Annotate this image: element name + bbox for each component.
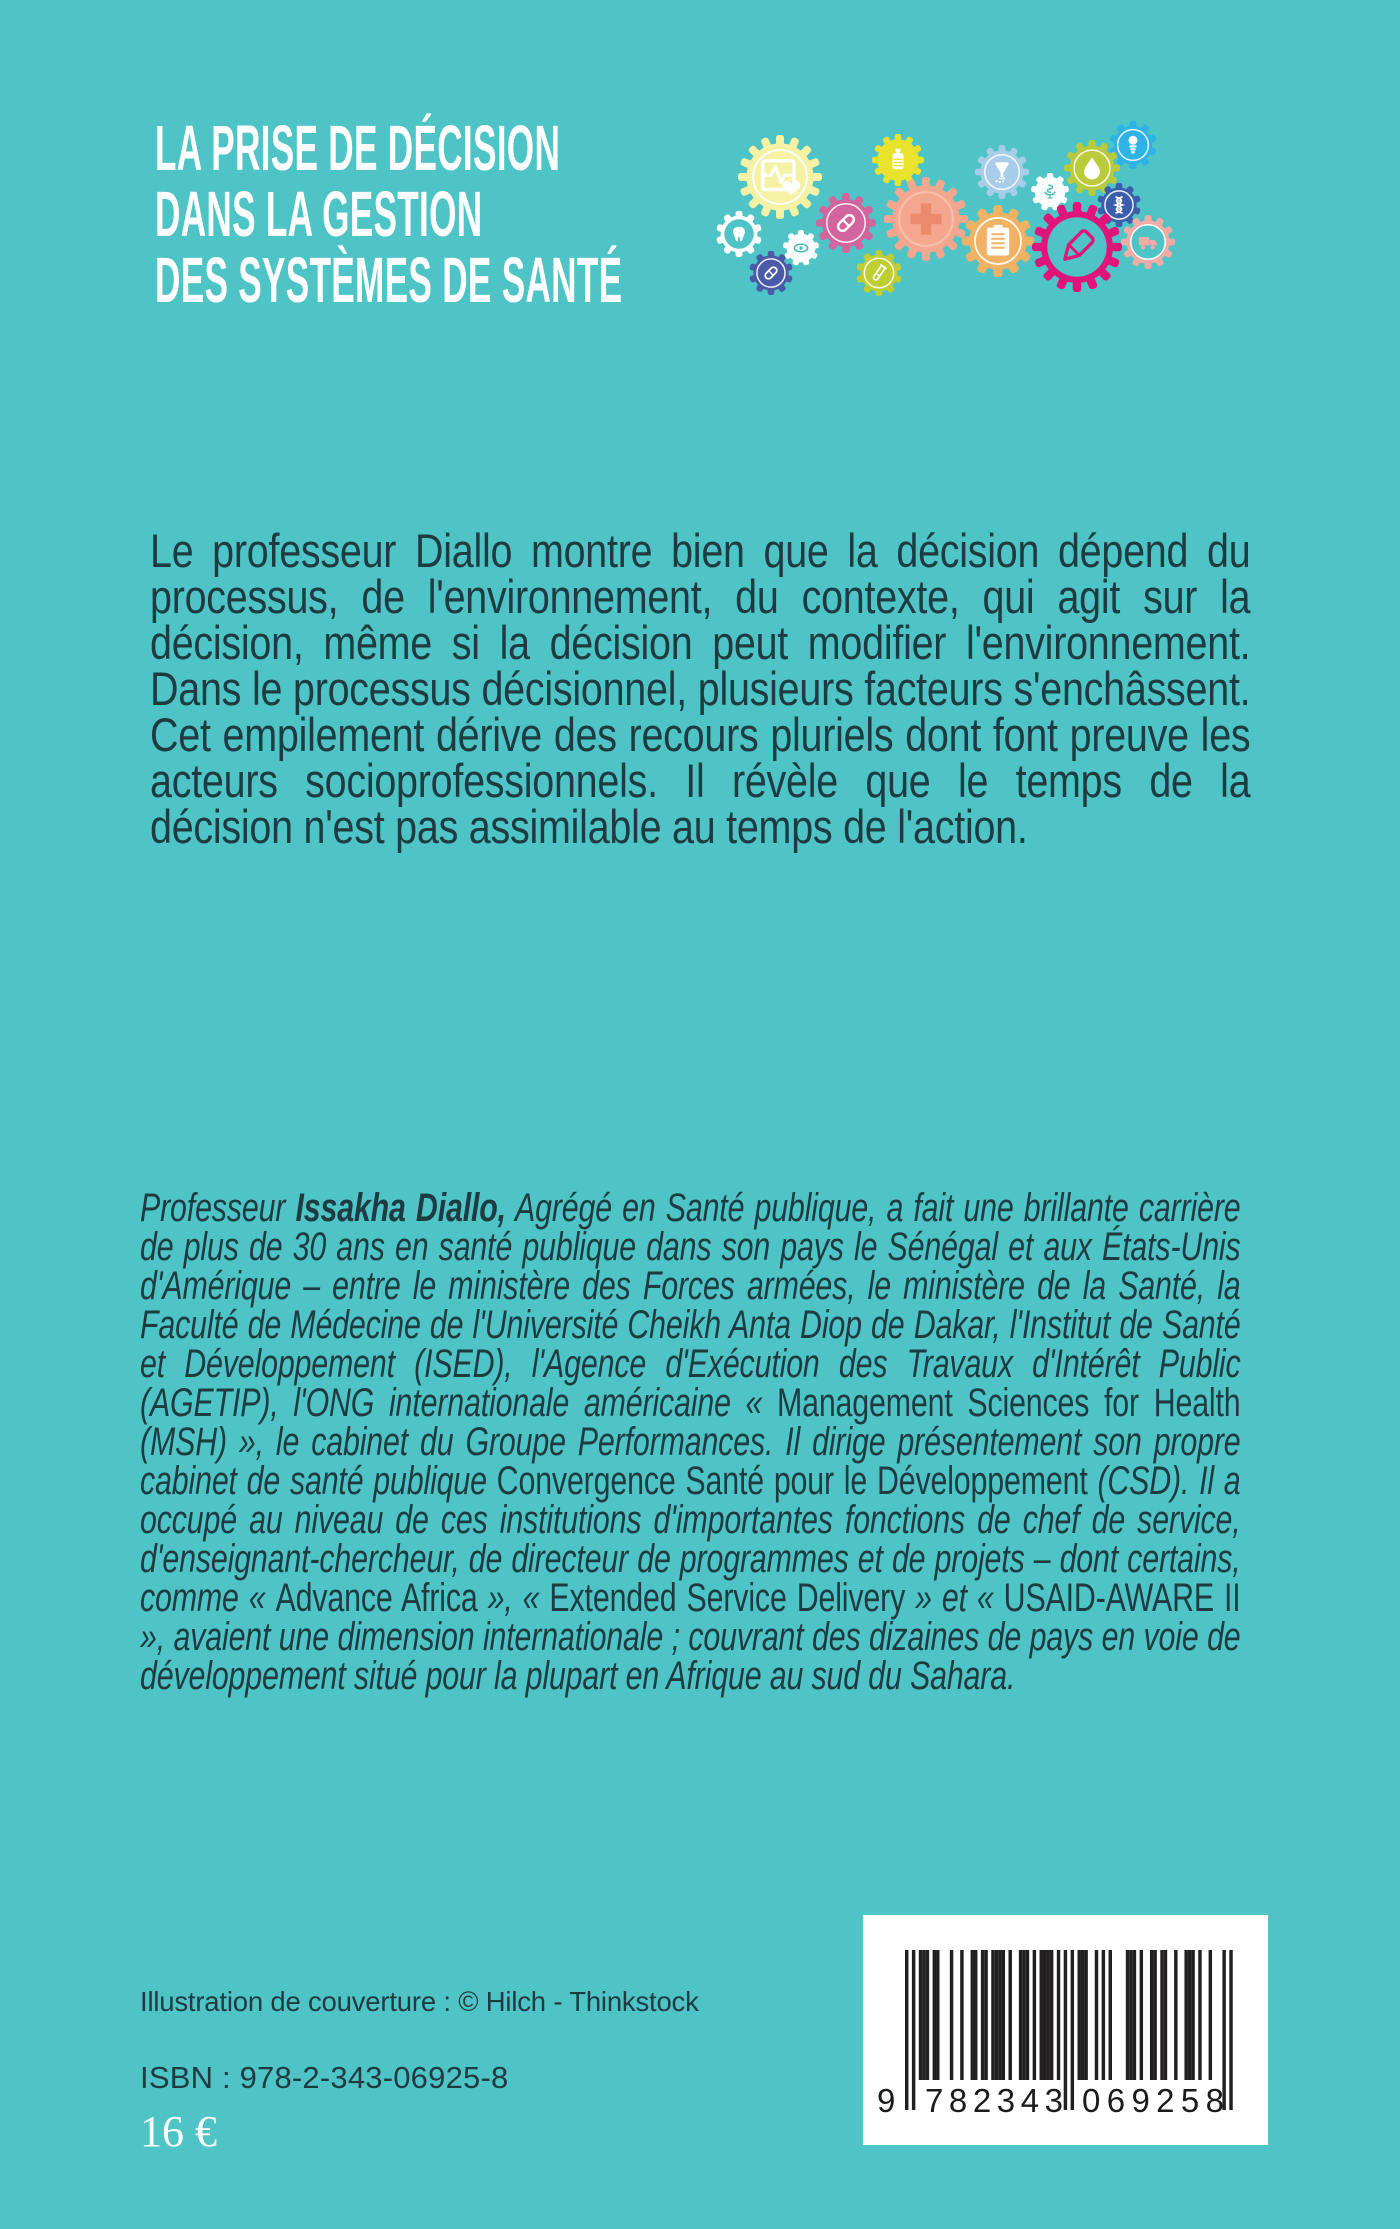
barcode: [863, 1915, 1268, 2145]
svg-text:9: 9: [877, 2082, 896, 2119]
implant-gear: [1109, 121, 1157, 169]
ean13-barcode: [863, 1915, 1268, 2145]
pill-bottle-gear: [872, 134, 924, 186]
iv-drip-gear: [975, 145, 1029, 199]
book-title: [155, 112, 623, 316]
book-title-line-3: DES SYSTÈMES DE SANTÉ: [155, 244, 623, 316]
test-tube-gear: [856, 250, 902, 296]
scalpel-gear: [1032, 202, 1122, 292]
tooth-gear: [716, 211, 762, 257]
eye-gear: [783, 230, 820, 266]
synopsis-paragraph: Le professeur Diallo montre bien que la décision dépend du processus, de l'environnement, du contexte, qui agit sur la décision, même si la décision peut modifier l'environnement. Dans le processus décisionnel, plusieurs facteurs s'enchâssent. Cet empilement dérive des recours pluriels dont font preuve les acteurs socioprofessionnels. Il révèle que le temps de la décision n'est pas assimilable au temps de l'action.: [150, 524, 1251, 853]
book-title-line-1: LA PRISE DE DÉCISION: [155, 112, 561, 184]
svg-text:782343: 782343: [925, 2082, 1063, 2119]
isbn-text: ISBN : 978-2-343-06925-8: [140, 2060, 509, 2095]
clipboard-gear: [962, 205, 1034, 277]
medical-cross-gear: [884, 177, 968, 261]
capsule-gear: [816, 193, 876, 253]
cover-illustration-credit: Illustration de couverture : © Hilch - Thinkstock: [140, 1986, 699, 2017]
price-text: 16 €: [140, 2107, 217, 2156]
book-title-line-2: DANS LA GESTION: [155, 178, 483, 250]
health-monitor-gear: [738, 135, 822, 219]
author-bio-paragraph: Professeur Issakha Diallo, Agrégé en Santé publique, a fait une brillante carrière de plus de 30 ans en santé publique dans son pays le Sénégal et aux États-Unis d'Amérique – entre le ministère des Forces armées, le ministère de la Santé, la Faculté de Médecine de l'Université Cheikh Anta Diop de Dakar, l'Institut de Santé et Développement (ISED), l'Agence d'Exécution des Travaux d'Intérêt Public (AGETIP), l'ONG internationale américaine « Management Sciences for Health (MSH) », le cabinet du Groupe Performances. Il dirige présentement son propre cabinet de santé publique Convergence Santé pour le Développement (CSD). Il a occupé au niveau de ces institutions d'importantes fonctions de chef de service, d'enseignant-chercheur, de directeur de programmes et de projets – dont certains, comme « Advance Africa », « Extended Service Delivery » et « USAID-AWARE II », avaient une dimension internationale ; couvrant des dizaines de pays en voie de développement situé pour la plupart en Afrique au sud du Sahara.: [140, 1186, 1241, 1698]
svg-text:069258: 069258: [1082, 2082, 1224, 2119]
